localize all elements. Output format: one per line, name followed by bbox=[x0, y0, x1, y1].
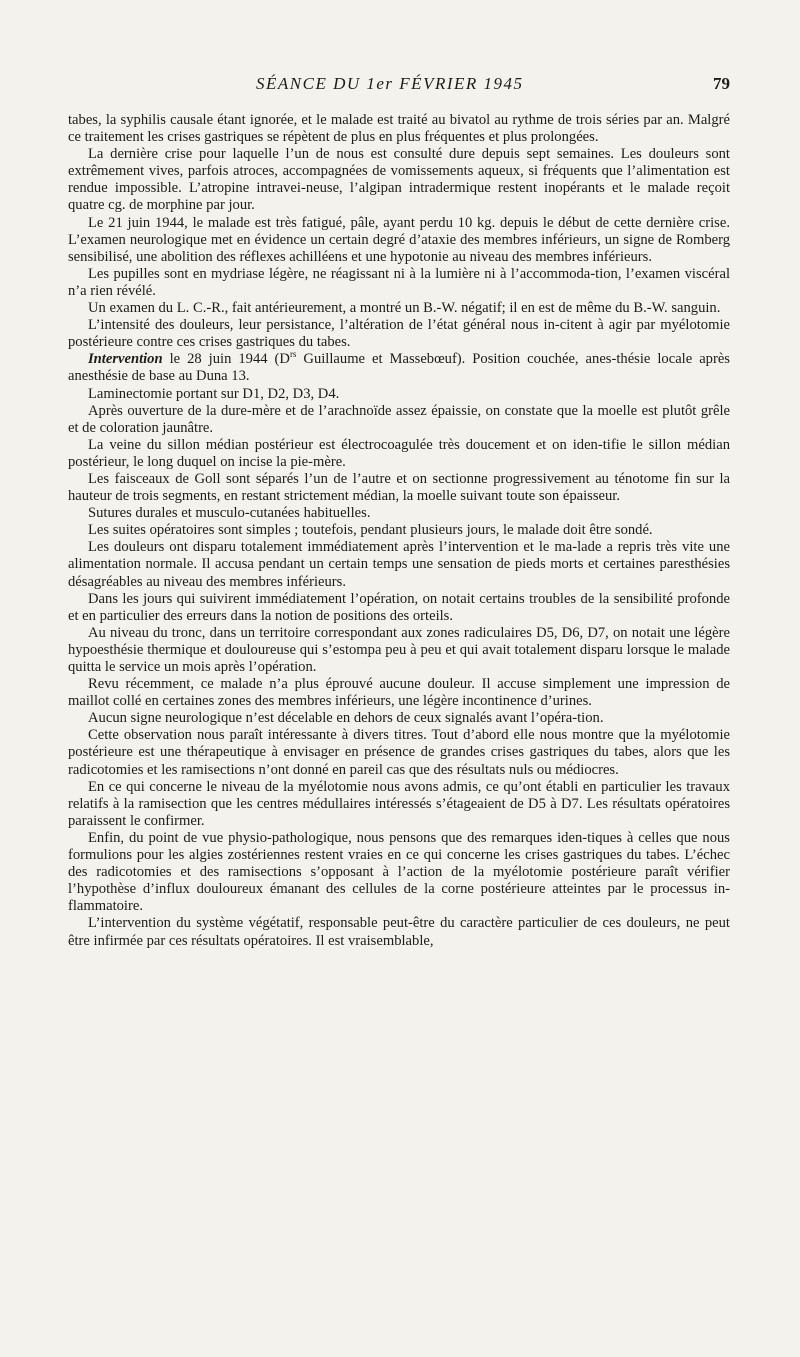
paragraph: En ce qui concerne le niveau de la myélotomie nous avons admis, ce qu’ont établi en particulier les travaux relatifs à la ramisection que les centres médullaires intéressés s’étageaient de D5 à D7. Les résultats opératoires paraissent le confirmer. bbox=[68, 778, 730, 829]
intervention-sup: rs bbox=[289, 349, 297, 360]
paragraph: L’intervention du système végétatif, responsable peut-être du caractère particulier de ces douleurs, ne peut être infirmée par ces résultats opératoires. Il est vraisemblable, bbox=[68, 915, 730, 949]
paragraph: Cette observation nous paraît intéressante à divers titres. Tout d’abord elle nous montre que la myélotomie postérieure est une thérapeutique à envisager en présence de grandes crises gastriques du tabes, alors que les radicotomies et les ramisections n’ont donné en pareil cas que des résultats nuls ou médiocres. bbox=[68, 727, 730, 778]
page-number: 79 bbox=[713, 74, 730, 93]
paragraph: tabes, la syphilis causale étant ignorée, et le malade est traité au bivatol au rythme de trois séries par an. Malgré ce traitement les crises gastriques se répètent de plus en plus fréquentes et plus prolongées. bbox=[68, 112, 730, 146]
paragraph: Dans les jours qui suivirent immédiatement l’opération, on notait certains troubles de la sensibilité profonde et en particulier des erreurs dans la notion de positions des orteils. bbox=[68, 590, 730, 624]
paragraph-intervention bbox=[68, 351, 730, 385]
paragraph: Sutures durales et musculo-cutanées habituelles. bbox=[88, 505, 371, 522]
paragraph: Au niveau du tronc, dans un territoire correspondant aux zones radiculaires D5, D6, D7, on notait une légère hypoesthésie thermique et douloureuse qui s’estompa peu à peu et qui avait totalement disparu lorsque le malade quitta le service un mois après l’opération. bbox=[68, 624, 730, 675]
intervention-text-a: le 28 juin 1944 (D bbox=[162, 351, 290, 368]
paragraph: Enfin, du point de vue physio-pathologique, nous pensons que des remarques iden-tiques à celles que nous formulions pour les algies zostériennes restent vraies en ce qui concerne les crises gastriques du tabes. L’échec des radicotomies et des ramisections s’opposant à l’action de la myélotomie postérieure paraît vérifier l’hypothèse d’influx douloureux émanant des cellules de la corne postérieure atteintes par le processus in-flammatoire. bbox=[68, 829, 730, 915]
intervention-lead: Intervention bbox=[88, 351, 163, 368]
paragraph: Les pupilles sont en mydriase légère, ne réagissant ni à la lumière ni à l’accommoda-tion, l’examen viscéral n’a rien révélé. bbox=[68, 265, 730, 299]
paragraph: Revu récemment, ce malade n’a plus éprouvé aucune douleur. Il accuse simplement une impression de maillot collé en certaines zones des membres inférieurs, une légère incontinence d’urines. bbox=[68, 676, 730, 710]
paragraph: L’intensité des douleurs, leur persistance, l’altération de l’état général nous in-citent à agir par myélotomie postérieure contre ces crises gastriques du tabes. bbox=[68, 317, 730, 351]
paragraph: Les douleurs ont disparu totalement immédiatement après l’intervention et le ma-lade a repris très vite une alimentation normale. Il accusa pendant un certain temps une sensation de pieds morts et certaines paresthésies désagréables au niveau des membres inférieurs. bbox=[68, 539, 730, 590]
paragraph: Le 21 juin 1944, le malade est très fatigué, pâle, ayant perdu 10 kg. depuis le début de cette dernière crise. L’examen neurologique met en évidence un certain degré d’ataxie des membres inférieurs, un signe de Romberg sensibilisé, une abolition des réflexes achilléens et une hypotonie au niveau des membres inférieurs. bbox=[68, 214, 730, 265]
running-head bbox=[88, 74, 730, 96]
paragraph: Après ouverture de la dure-mère et de l’arachnoïde assez épaissie, on constate que la moelle est plutôt grêle et de coloration jaunâtre. bbox=[68, 402, 730, 436]
paragraph: La dernière crise pour laquelle l’un de nous est consulté dure depuis sept semaines. Les douleurs sont extrêmement vives, parfois atroces, accompagnées de vomissements aqueux, si fréquents que l’alimentation est rendue impossible. L’atropine intravei-neuse, l’algipan intradermique restent inopérants et le malade reçoit quatre cg. de morphine par jour. bbox=[68, 146, 730, 214]
paragraph: Les faisceaux de Goll sont séparés l’un de l’autre et on sectionne progressivement au ténotome fin sur la hauteur de trois segments, en restant strictement médian, la moelle suivant toute son épaisseur. bbox=[68, 470, 730, 505]
paragraph: Aucun signe neurologique n’est décelable en dehors de ceux signalés avant l’opéra-tion. bbox=[88, 710, 604, 727]
paragraph: Un examen du L. C.-R., fait antérieurement, a montré un B.-W. négatif; il en est de même du B.-W. sanguin. bbox=[88, 300, 721, 317]
paragraph: La veine du sillon médian postérieur est électrocoagulée très doucement et on iden-tifie le sillon médian postérieur, le long duquel on incise la pie-mère. bbox=[68, 436, 730, 470]
intervention-text-b: Guillaume et Massebœuf). Position couchée, anes-thésie locale après anesthésie de base au Duna 13. bbox=[68, 351, 730, 385]
body-text bbox=[68, 112, 730, 950]
paragraph: Les suites opératoires sont simples ; toutefois, pendant plusieurs jours, le malade doit être sondé. bbox=[88, 522, 653, 539]
running-title: SÉANCE DU 1er FÉVRIER 1945 bbox=[256, 74, 524, 93]
paragraph: Laminectomie portant sur D1, D2, D3, D4. bbox=[88, 385, 340, 402]
